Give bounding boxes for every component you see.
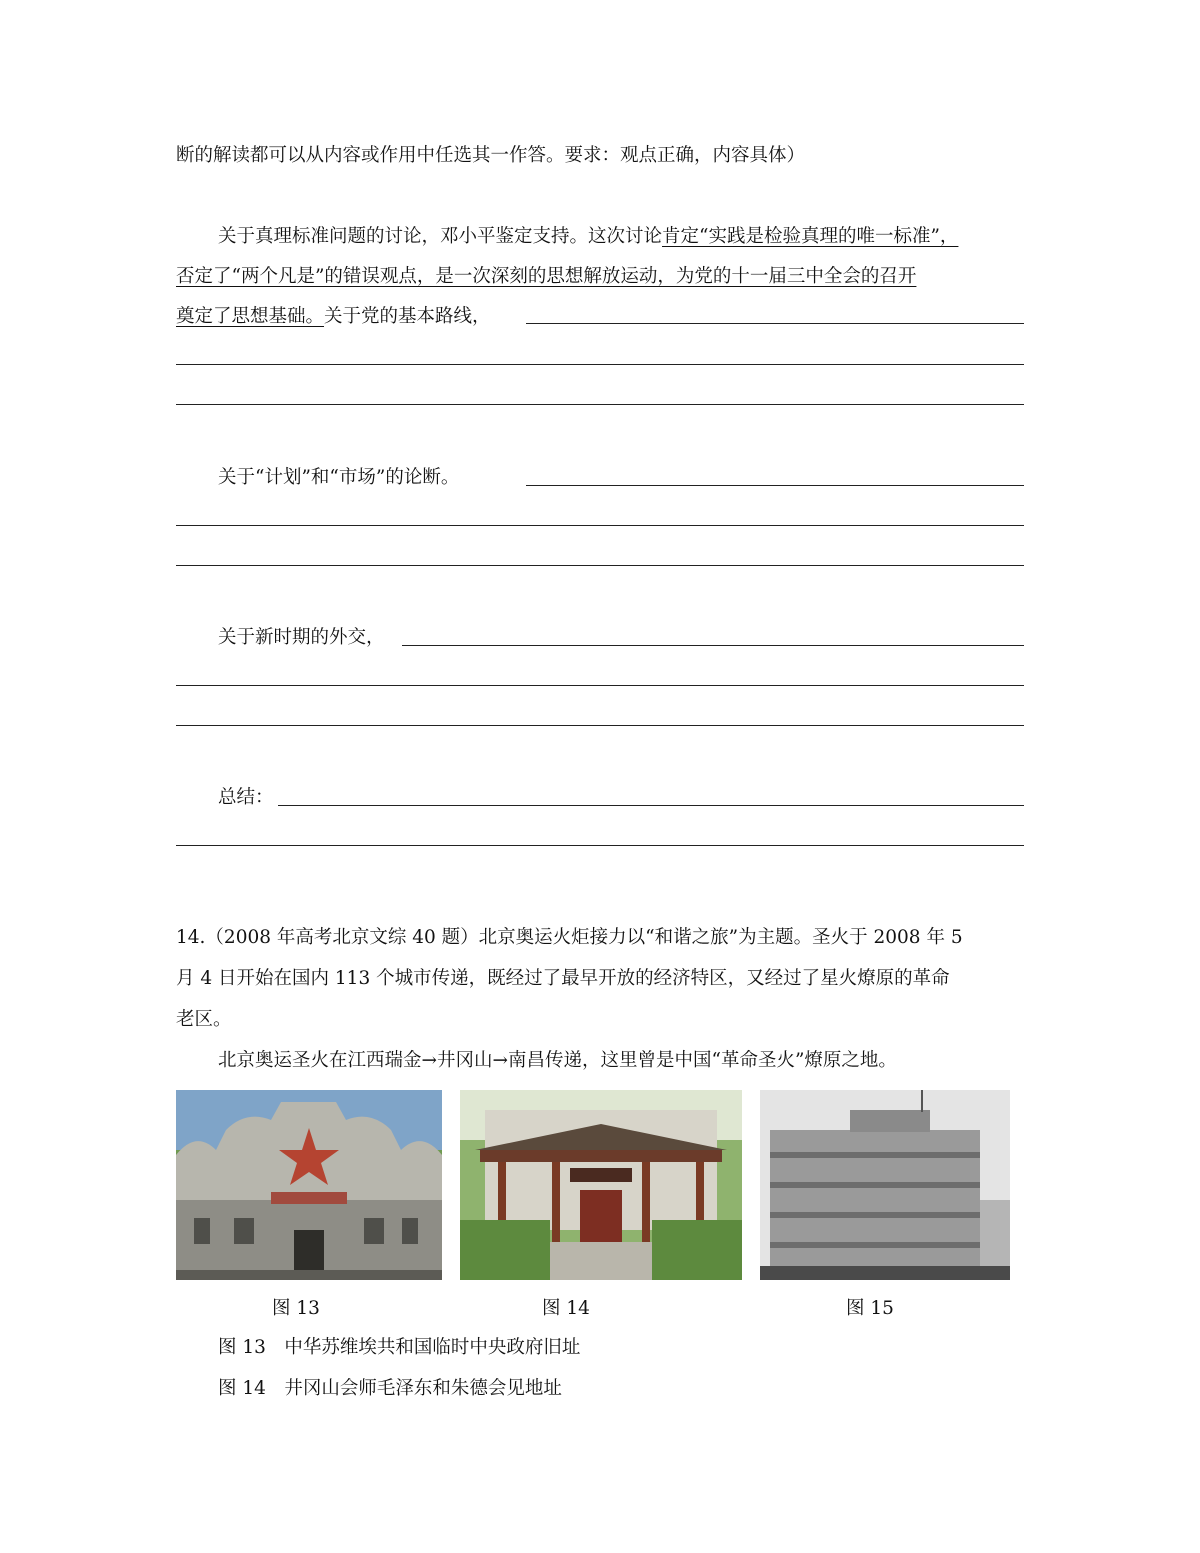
figure-14-caption: 图 14: [542, 1298, 590, 1319]
figure-13-photo: [176, 1090, 442, 1280]
example-line-2: 否定了“两个凡是”的错误观点，是一次深刻的思想解放运动，为党的十一届三中全会的召开: [176, 266, 917, 287]
figure-13-caption: 图 13: [272, 1298, 320, 1319]
answer-blank-line[interactable]: [176, 725, 1024, 726]
figure-15-caption: 图 15: [846, 1298, 894, 1319]
answer-blank-party-line[interactable]: [526, 323, 1024, 324]
plan-market-prompt: 关于“计划”和“市场”的论断。: [218, 467, 460, 488]
example-line-1: [218, 224, 958, 250]
answer-blank-plan-market[interactable]: [526, 485, 1024, 486]
answer-blank-line[interactable]: [176, 685, 1024, 686]
figure-13-note: 图 13 中华苏维埃共和国临时中央政府旧址: [218, 1337, 581, 1358]
figure-14-note: 图 14 井冈山会师毛泽东和朱德会见地址: [218, 1378, 562, 1399]
example-line-1-underlined: 肯定“实践是检验真理的唯一标准”，: [662, 226, 959, 247]
diplomacy-prompt: 关于新时期的外交，: [218, 627, 385, 648]
question-14-line-4: 北京奥运圣火在江西瑞金→井冈山→南昌传递，这里曾是中国“革命圣火”燎原之地。: [218, 1050, 897, 1071]
figure-15-photo: [760, 1090, 1010, 1280]
question-14-line-2: 月 4 日开始在国内 113 个城市传递，既经过了最早开放的经济特区，又经过了星火燎原的革命: [176, 968, 950, 989]
example-line-3-underlined: 奠定了思想基础。: [176, 306, 325, 327]
answer-blank-summary[interactable]: [278, 805, 1024, 806]
answer-blank-line[interactable]: [176, 565, 1024, 566]
instruction-tail: 断的解读都可以从内容或作用中任选其一作答。要求：观点正确，内容具体）: [176, 145, 806, 166]
summary-prompt: 总结：: [218, 787, 274, 808]
answer-blank-line[interactable]: [176, 845, 1024, 846]
answer-blank-line[interactable]: [176, 404, 1024, 405]
figure-14-photo: [460, 1090, 742, 1280]
answer-blank-line[interactable]: [176, 364, 1024, 365]
answer-blank-diplomacy[interactable]: [402, 645, 1024, 646]
example-line-1-plain: 关于真理标准问题的讨论，邓小平鉴定支持。这次讨论: [218, 226, 663, 247]
question-14-line-1: 14.（2008 年高考北京文综 40 题）北京奥运火炬接力以“和谐之旅”为主题。圣火于 2008 年 5: [176, 927, 963, 948]
example-line-3: [176, 304, 491, 330]
answer-blank-line[interactable]: [176, 525, 1024, 526]
question-14-line-3: 老区。: [176, 1009, 232, 1030]
party-line-prompt: 关于党的基本路线，: [324, 306, 491, 327]
